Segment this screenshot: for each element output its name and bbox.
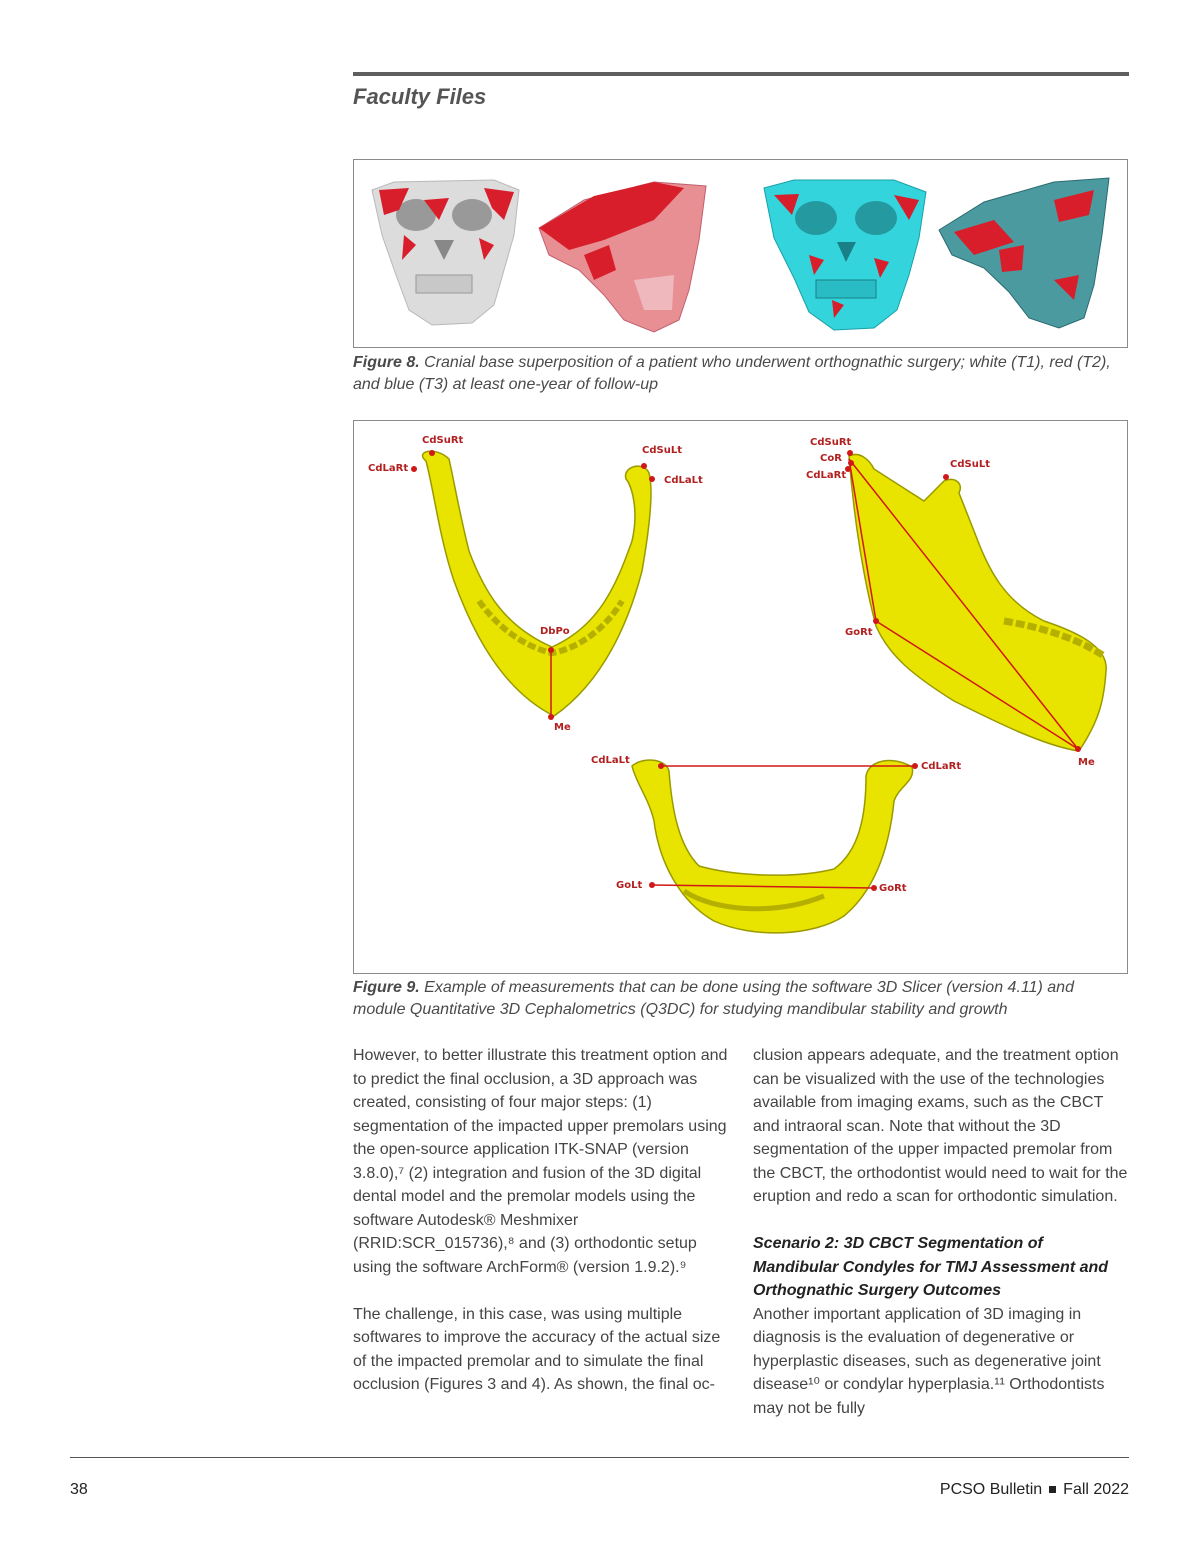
landmark-frontal-cdlart: CdLaRt (368, 463, 409, 474)
body-column-right (753, 1044, 1131, 1420)
footer-publication (940, 1481, 1129, 1499)
figure-8-caption-text: Cranial base superposition of a patient who underwent orthognathic surgery; white (T1), red (T2), and blue (T3) at least one-year of follow-up (353, 354, 1111, 393)
section-title: Faculty Files (353, 84, 487, 109)
body-paragraph: Another important application of 3D imaging in diagnosis is the evaluation of degenerative or hyperplastic diseases, such as degenerative joint disease¹⁰ or condylar hyperplasia.¹¹ Orthodontists may not be fully (753, 1305, 1105, 1417)
landmark-frontal-cdsult: CdSuLt (642, 445, 682, 456)
figure-9-label: Figure 9. (353, 979, 420, 996)
landmark-frontal-dbpo: DbPo (540, 626, 570, 637)
landmark-frontal-cdlalt: CdLaLt (664, 475, 703, 486)
landmark-lateral-cdsurt: CdSuRt (810, 437, 852, 448)
landmark-posterior-cdlart: CdLaRt (921, 761, 962, 772)
figure-9-graphic (354, 421, 1127, 973)
landmark-posterior-golt: GoLt (616, 880, 643, 891)
landmark-lateral-gort: GoRt (845, 627, 873, 638)
landmark-lateral-cdsult: CdSuLt (950, 459, 990, 470)
figure-9-caption-text: Example of measurements that can be done using the software 3D Slicer (version 4.11) and module Quantitative 3D Cephalometrics (Q3DC) for studying mandibular stability and growth (353, 979, 1074, 1018)
body-column-left (353, 1044, 731, 1397)
scenario-2-heading: Scenario 2: 3D CBCT Segmentation of Mandibular Condyles for TMJ Assessment and Orthognathic Surgery Outcomes (753, 1235, 1109, 1299)
footer-rule (70, 1457, 1129, 1458)
landmark-posterior-cdlalt: CdLaLt (591, 755, 630, 766)
skull-t3-frontal (764, 180, 926, 330)
figure-8-caption (353, 352, 1129, 395)
landmark-frontal-me: Me (554, 722, 571, 733)
skull-t1-t2-frontal (372, 180, 519, 325)
publication-name: PCSO Bulletin (939, 1481, 1043, 1498)
figure-8-label: Figure 8. (353, 354, 420, 371)
mandible-posterior (591, 755, 961, 933)
landmark-lateral-cor: CoR (820, 453, 842, 464)
header-rule (353, 72, 1129, 76)
landmark-frontal-cdsurt: CdSuRt (422, 435, 464, 446)
figure-8-graphic (354, 160, 1127, 347)
skull-t2-lateral (539, 182, 706, 332)
body-paragraph: However, to better illustrate this treatment option and to predict the final occlusion, a 3D approach was created, consisting of four major steps: (1) segmentation of the impacted upper premolars using the open-source application ITK-SNAP (version 3.8.0),⁷ (2) integration and fusion of the 3D digital dental model and the premolar models using the software Autodesk® Meshmixer (RRID:SCR_015736),⁸ and (3) orthodontic setup using the software ArchForm® (version 1.9.2).⁹ (353, 1047, 728, 1276)
skull-t3-t2-lateral (939, 178, 1109, 328)
page-number: 38 (70, 1481, 88, 1498)
issue-date: Fall 2022 (1063, 1481, 1129, 1498)
figure-9-caption (353, 977, 1129, 1020)
figure-9-image (353, 420, 1128, 974)
body-paragraph: The challenge, in this case, was using multiple softwares to improve the accuracy of the actual size of the impacted premolar and to simulate the final occlusion (Figures 3 and 4). As shown, the final oc- (353, 1305, 721, 1393)
landmark-posterior-gort: GoRt (879, 883, 907, 894)
body-paragraph: clusion appears adequate, and the treatment option can be visualized with the use of the technologies available from imaging exams, such as the CBCT and intraoral scan. Note that without the 3D segmentation of the upper impacted premolar from the CBCT, the orthodontist would need to wait for the eruption and redo a scan for orthodontic simulation. (753, 1047, 1128, 1205)
figure-8-image (353, 159, 1128, 348)
landmark-lateral-cdlart: CdLaRt (806, 470, 847, 481)
landmark-lateral-me: Me (1078, 757, 1095, 768)
square-bullet-icon (1049, 1486, 1056, 1493)
mandible-frontal (368, 435, 703, 733)
mandible-lateral (806, 437, 1106, 768)
